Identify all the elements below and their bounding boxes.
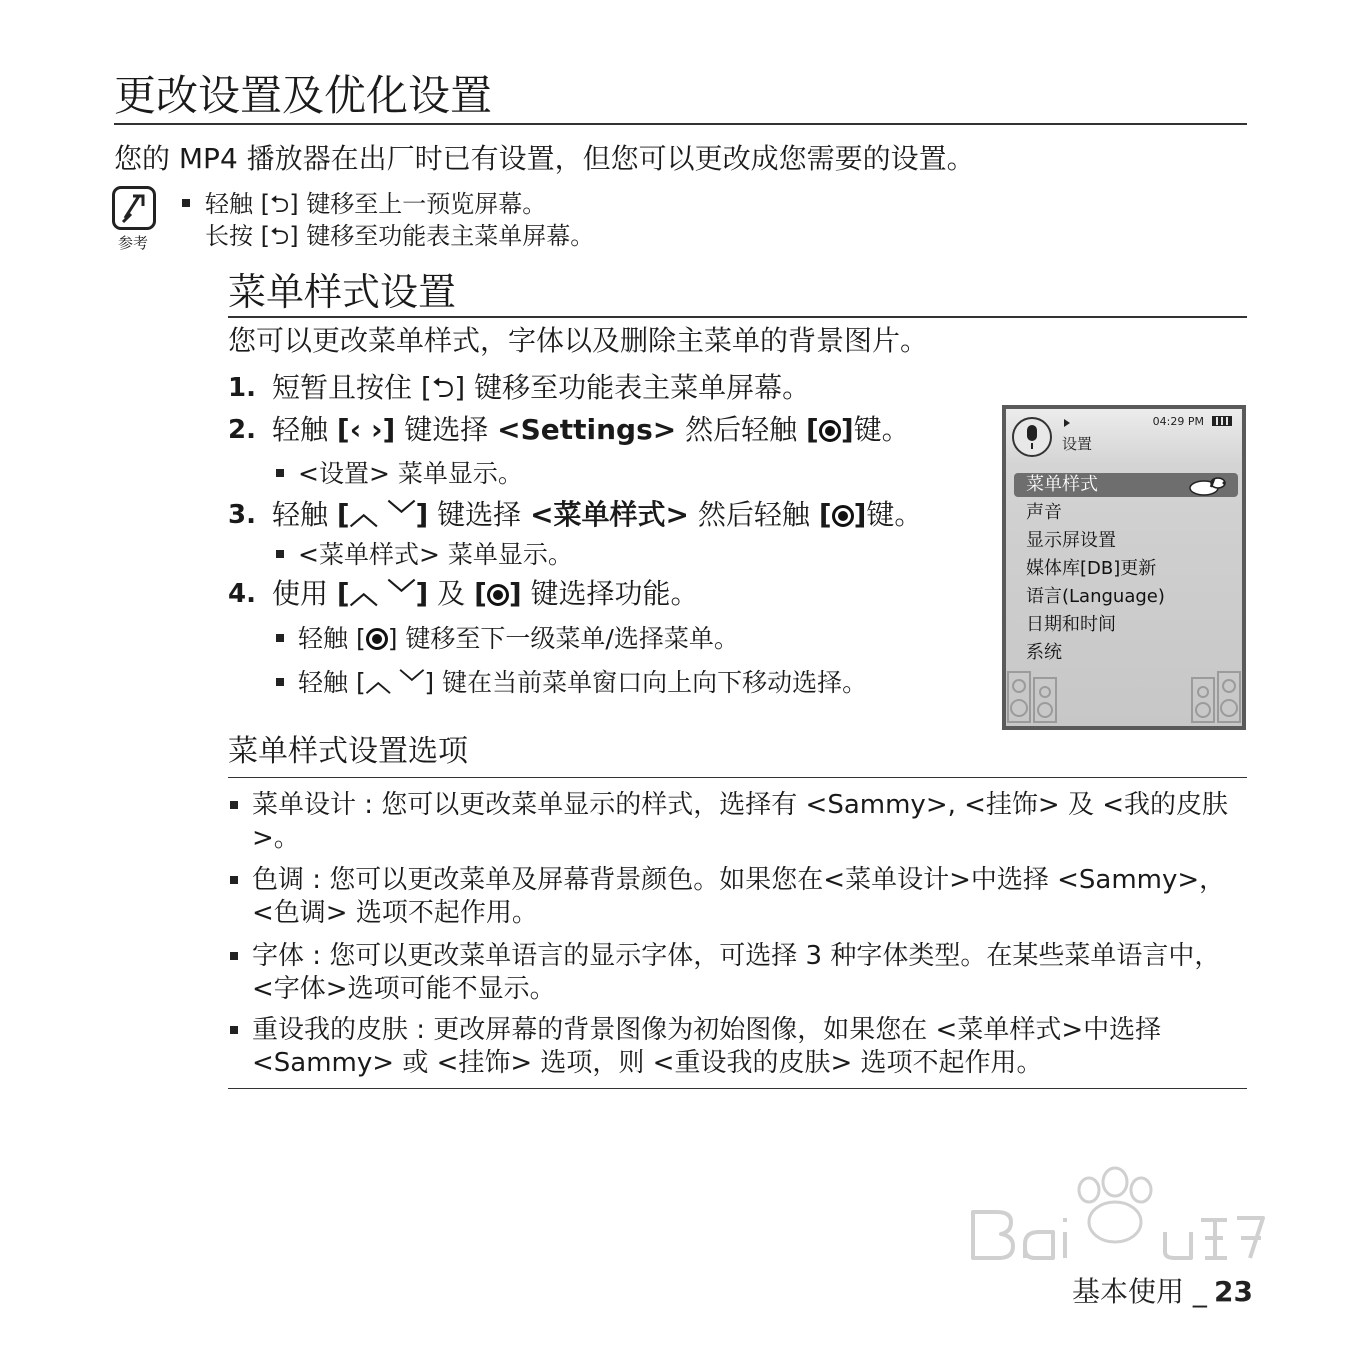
option-item: 菜单设计 : 您可以更改菜单显示的样式，选择有 <Sammy>, <挂饰> 及 <我的皮肤>。 bbox=[252, 790, 1229, 853]
step-1-text: 短暂且按住 [⮌] 键移至功能表主菜单屏幕。 bbox=[272, 371, 811, 404]
microphone-icon bbox=[1012, 417, 1052, 457]
device-menu-item-datetime[interactable]: 日期和时间 bbox=[1026, 614, 1116, 635]
section-title: 菜单样式设置 bbox=[228, 270, 457, 314]
option-item: 重设我的皮肤 : 更改屏幕的背景图像为初始图像，如果您在 <菜单样式>中选择 <Sammy> 或 <挂饰> 选项，则 <重设我的皮肤> 选项不起作用。 bbox=[252, 1015, 1162, 1078]
step-4-sel-open: [ bbox=[474, 577, 487, 610]
select-button-icon bbox=[832, 505, 854, 527]
step-3-number: 3. bbox=[228, 500, 256, 530]
device-menu-item-sound[interactable]: 声音 bbox=[1026, 502, 1062, 523]
page-number: 23 bbox=[1214, 1275, 1253, 1308]
step-2-mid: 键选择 bbox=[395, 413, 498, 446]
step-3-target: <菜单样式> bbox=[530, 498, 689, 531]
bullet bbox=[230, 801, 238, 809]
step-3-keys: [︿ ﹀] bbox=[336, 498, 429, 531]
step-4-sub-1-text: 键移至下一级菜单/选择菜单。 bbox=[405, 624, 739, 653]
step-1-number: 1. bbox=[228, 373, 256, 403]
step-4-sub-2-prefix: 轻触 [ bbox=[298, 668, 366, 697]
step-3-text bbox=[272, 497, 922, 533]
device-menu-item-library[interactable]: 媒体库[DB]更新 bbox=[1026, 558, 1157, 579]
device-menu-item-system[interactable]: 系统 bbox=[1026, 642, 1062, 663]
step-4-sub-1-prefix: 轻触 [ bbox=[298, 624, 366, 653]
step-3-pre: 轻触 bbox=[272, 498, 337, 531]
device-screenshot bbox=[1002, 405, 1246, 730]
select-button-icon bbox=[366, 628, 388, 650]
step-3-sel-close: ] bbox=[853, 498, 867, 531]
bullet bbox=[230, 876, 238, 884]
step-2-sel-close: ] bbox=[840, 413, 854, 446]
step-4-mid: 及 bbox=[428, 577, 475, 610]
step-4-sel-close: ] bbox=[508, 577, 522, 610]
device-menu-item-language[interactable]: 语言(Language) bbox=[1026, 586, 1165, 607]
step-3-mid: 键选择 bbox=[428, 498, 531, 531]
options-bottom-rule bbox=[228, 1088, 1247, 1089]
step-3-end: 键。 bbox=[866, 498, 923, 531]
bullet bbox=[276, 678, 284, 686]
step-4-sub-2-keys: ︿ ﹀ bbox=[365, 668, 425, 697]
step-2-sel-open: [ bbox=[806, 413, 819, 446]
step-3-post: 然后轻触 bbox=[689, 498, 819, 531]
bullet bbox=[276, 469, 284, 477]
options-title: 菜单样式设置选项 bbox=[228, 734, 468, 769]
step-4-sub-1 bbox=[298, 622, 739, 656]
step-4-sub-2-text: ] 键在当前菜单窗口向上向下移动选择。 bbox=[424, 668, 868, 697]
step-2-post: 然后轻触 bbox=[676, 413, 807, 446]
bullet bbox=[276, 634, 284, 642]
note-icon bbox=[112, 186, 156, 230]
step-4-text bbox=[272, 576, 699, 612]
note-line-2: 长按 [⮌] 键移至功能表主菜单屏幕。 bbox=[205, 222, 595, 250]
step-2-text bbox=[272, 412, 910, 448]
select-button-icon bbox=[487, 584, 509, 606]
step-2-pre: 轻触 bbox=[272, 413, 337, 446]
device-clock: 04:29 PM bbox=[1152, 415, 1204, 428]
note-label: 参考 bbox=[118, 234, 149, 252]
sammy-dog-icon bbox=[1184, 475, 1228, 497]
play-icon bbox=[1064, 419, 1070, 427]
step-2-number: 2. bbox=[228, 415, 256, 445]
device-title: 设置 bbox=[1062, 435, 1093, 453]
device-header bbox=[1006, 409, 1242, 465]
device-menu-item-style[interactable]: 菜单样式 bbox=[1026, 474, 1098, 495]
note-line-1: 轻触 [⮌] 键移至上一预览屏幕。 bbox=[205, 190, 547, 218]
step-4-sub-1-close: ] bbox=[387, 624, 406, 653]
page-intro: 您的 MP4 播放器在出厂时已有设置，但您可以更改成您需要的设置。 bbox=[114, 142, 975, 175]
option-item: 色调 : 您可以更改菜单及屏幕背景颜色。如果您在<菜单设计>中选择 <Sammy>，<色调> 选项不起作用。 bbox=[252, 865, 1226, 928]
title-rule bbox=[114, 123, 1247, 125]
step-2-sub-1: <设置> 菜单显示。 bbox=[298, 459, 523, 488]
step-2-end: 键。 bbox=[853, 413, 910, 446]
select-button-icon bbox=[819, 420, 841, 442]
step-3-sub-1: <菜单样式> 菜单显示。 bbox=[298, 540, 573, 569]
option-item: 字体 : 您可以更改菜单语言的显示字体，可选择 3 种字体类型。在某些菜单语言中，<字体>选项可能不显示。 bbox=[252, 941, 1221, 1004]
bullet bbox=[230, 1026, 238, 1034]
step-4-pre: 使用 bbox=[272, 577, 337, 610]
step-2-keys: [‹ ›] bbox=[336, 413, 396, 446]
step-2-target: <Settings> bbox=[497, 413, 677, 446]
page-title: 更改设置及优化设置 bbox=[114, 71, 493, 120]
step-4-end: 键选择功能。 bbox=[521, 577, 699, 610]
device-screen bbox=[1006, 409, 1242, 726]
step-4-keys: [︿ ﹀] bbox=[336, 577, 429, 610]
footer-section-label: 基本使用 _ bbox=[1072, 1275, 1207, 1308]
battery-icon bbox=[1212, 416, 1232, 426]
step-3-sel-open: [ bbox=[818, 498, 832, 531]
bullet bbox=[276, 550, 284, 558]
section-rule bbox=[228, 316, 1247, 318]
note-bullet bbox=[182, 199, 190, 207]
options-rule bbox=[228, 777, 1247, 778]
device-menu-item-display[interactable]: 显示屏设置 bbox=[1026, 530, 1116, 551]
step-4-sub-2 bbox=[298, 666, 867, 700]
bullet bbox=[230, 952, 238, 960]
step-4-number: 4. bbox=[228, 579, 256, 609]
section-intro: 您可以更改菜单样式，字体以及删除主菜单的背景图片。 bbox=[228, 324, 929, 357]
speaker-background-image bbox=[1006, 668, 1242, 726]
